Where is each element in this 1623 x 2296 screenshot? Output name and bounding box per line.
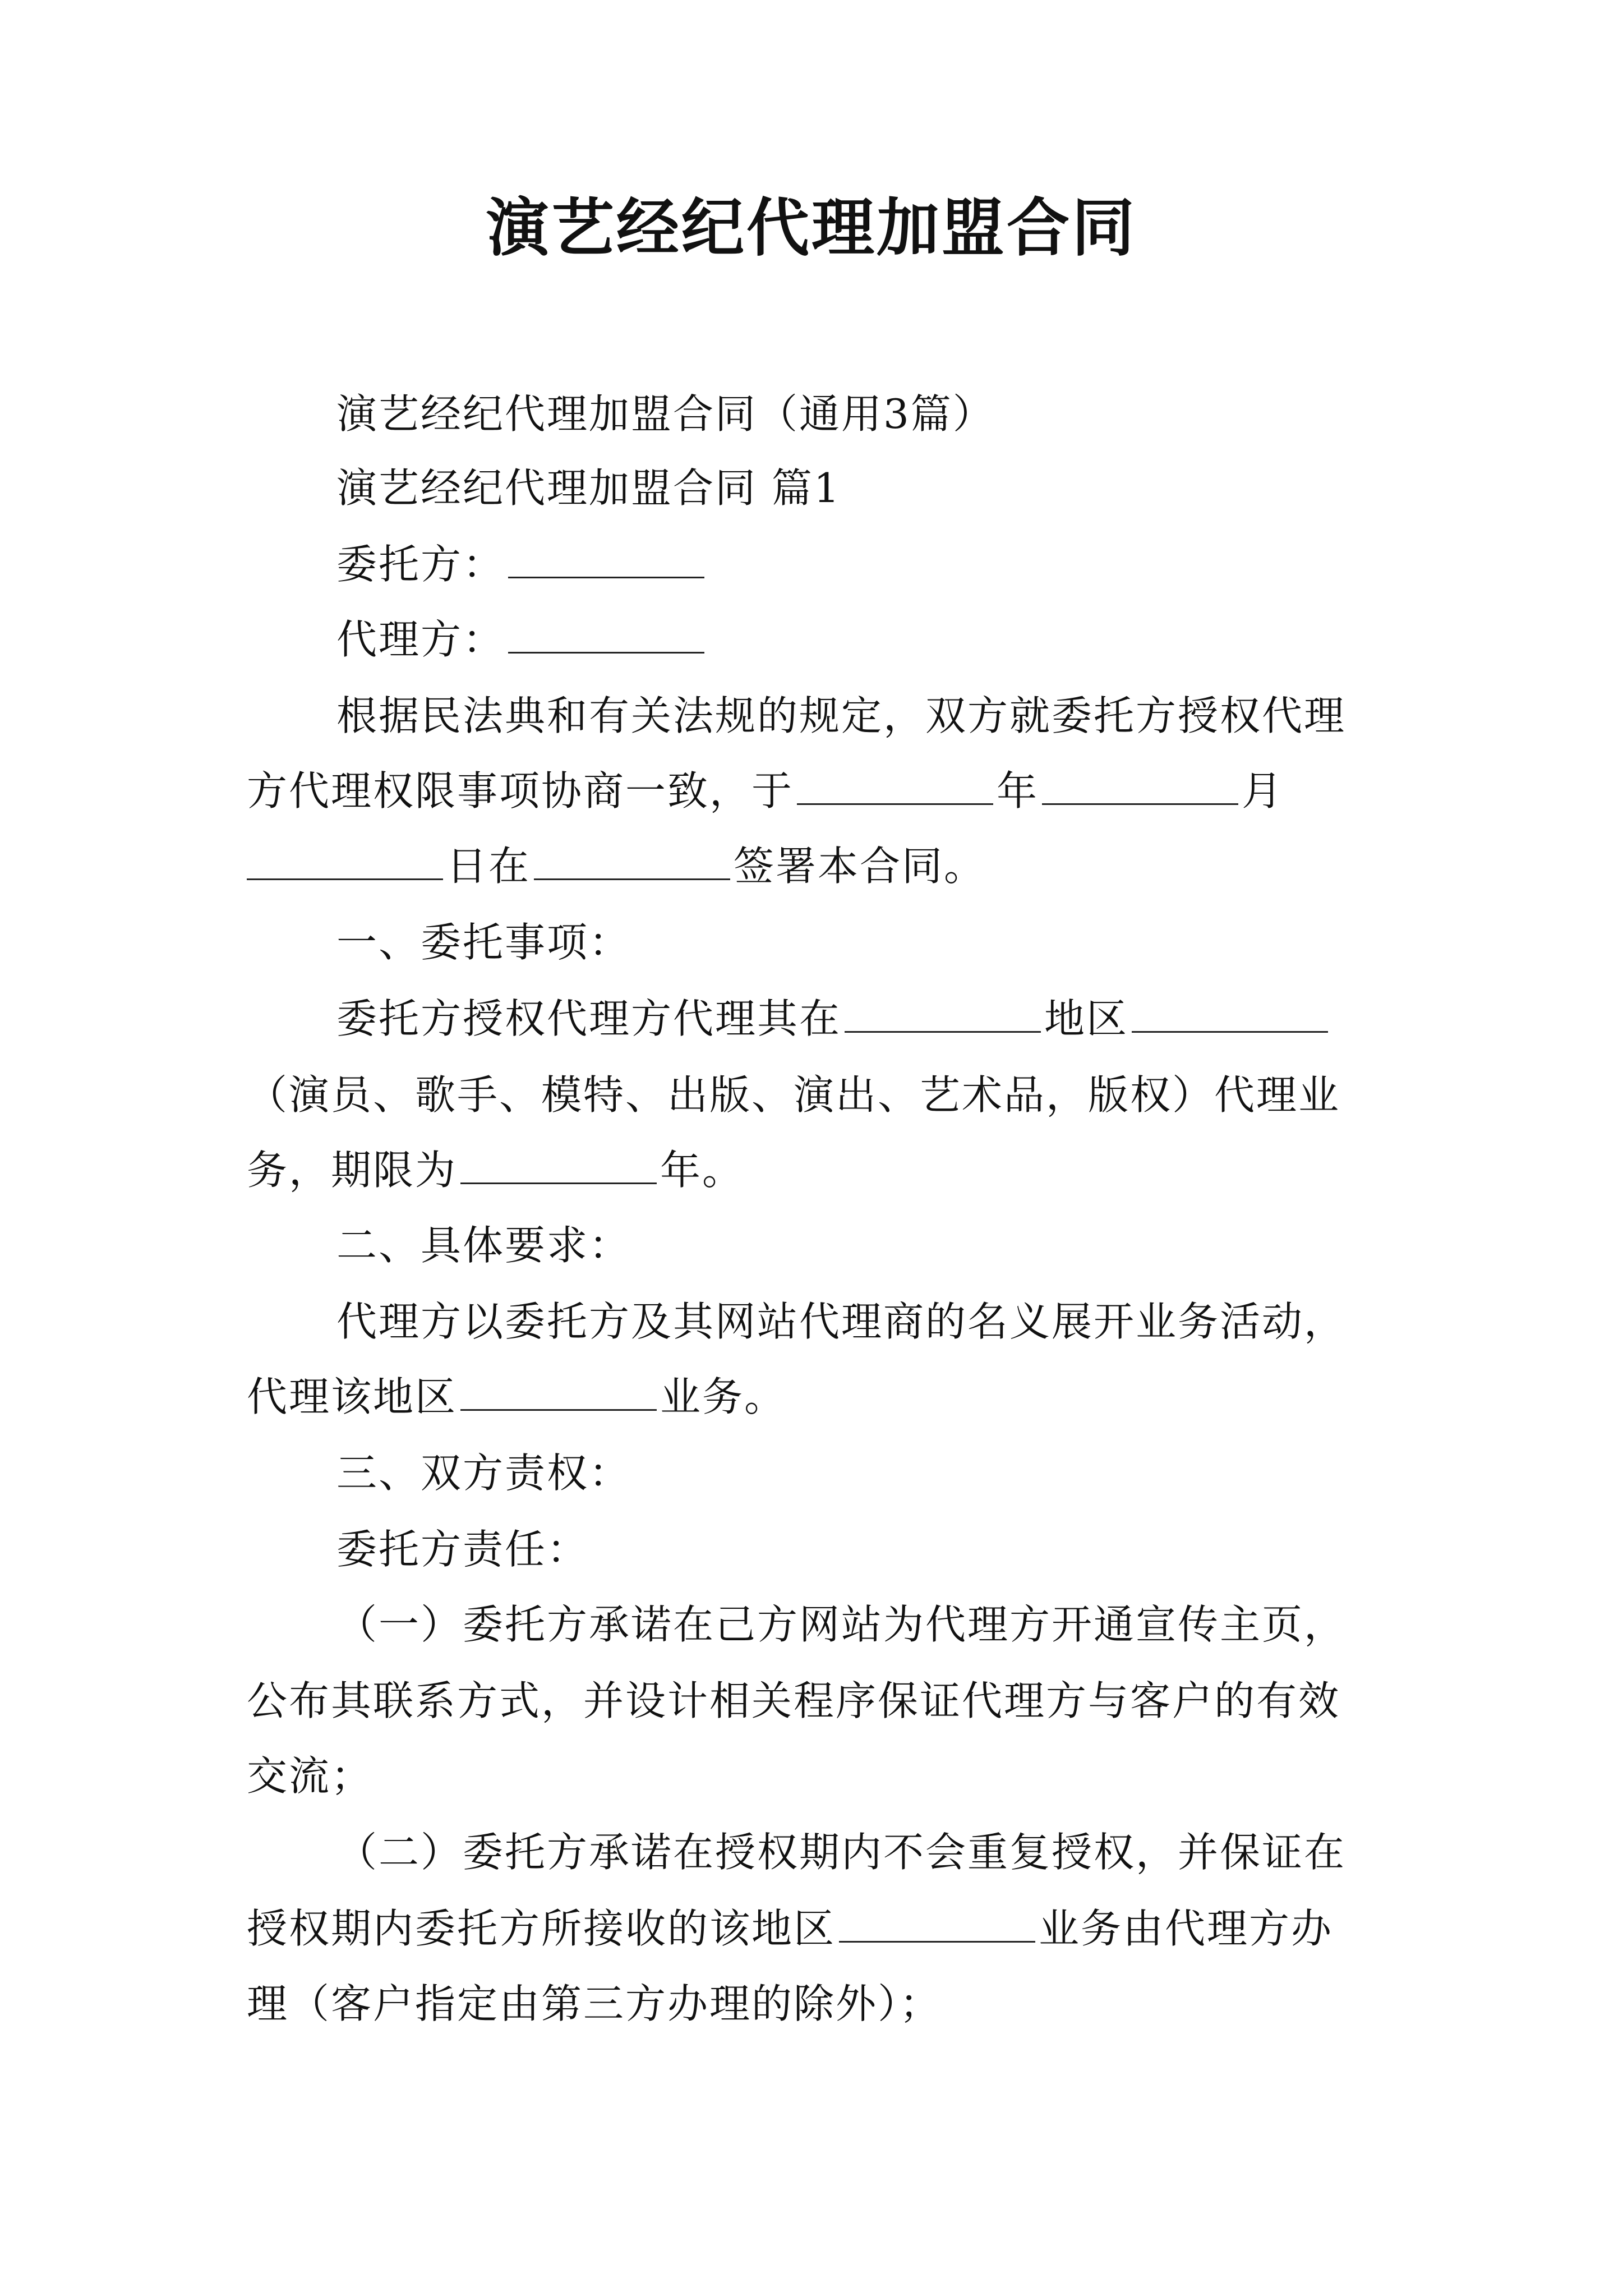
party-b-label: 代理方： xyxy=(336,616,505,663)
item-2-line-1: （二）委托方承诺在授权期内不会重复授权，并保证在 xyxy=(336,1829,1347,1876)
party-b-blank xyxy=(508,618,704,654)
business-blank xyxy=(1132,997,1328,1033)
year-label: 年 xyxy=(997,767,1039,815)
item-2-blank xyxy=(839,1907,1035,1943)
document-subtitle: 演艺经纪代理加盟合同（通用3篇） xyxy=(336,390,995,438)
section-3-subheading: 委托方责任： xyxy=(336,1526,589,1573)
term-blank xyxy=(460,1149,657,1184)
day-label: 日在 xyxy=(446,843,531,890)
section-2-suffix: 业务。 xyxy=(660,1373,787,1420)
item-2-text: 授权期内委托方所接收的该地区 xyxy=(247,1905,836,1952)
year-blank xyxy=(797,770,993,805)
month-label: 月 xyxy=(1242,767,1284,815)
item-1-line-2: 公布其联系方式，并设计相关程序保证代理方与客户的有效 xyxy=(247,1677,1341,1724)
place-blank xyxy=(534,845,730,880)
section-2-line-2 xyxy=(247,1370,1380,1424)
term-text: 务，期限为 xyxy=(247,1147,458,1194)
intro-line-1: 根据民法典和有关法规的规定，双方就委托方授权代理 xyxy=(336,692,1347,739)
section-1-line-1 xyxy=(336,992,1380,1046)
section-1-line-2: （演员、歌手、模特、出版、演出、艺术品，版权）代理业 xyxy=(247,1071,1341,1119)
intro-text: 方代理权限事项协商一致，于 xyxy=(247,767,794,815)
section-3-heading: 三、双方责权： xyxy=(336,1450,631,1497)
section-1-text: 委托方授权代理方代理其在 xyxy=(336,995,842,1042)
section-2-blank xyxy=(460,1375,657,1411)
sign-text: 签署本合同。 xyxy=(734,843,986,890)
party-a-row xyxy=(336,537,1380,591)
section-2-heading: 二、具体要求： xyxy=(336,1222,631,1269)
item-2-line-2 xyxy=(247,1902,1380,1955)
intro-line-2 xyxy=(247,764,1380,818)
term-unit: 年。 xyxy=(660,1147,745,1194)
day-blank xyxy=(247,845,443,880)
section-2-text: 代理该地区 xyxy=(247,1373,458,1420)
month-blank xyxy=(1042,770,1238,805)
region-blank xyxy=(845,997,1041,1033)
document-title: 演艺经纪代理加盟合同 xyxy=(486,191,1137,265)
item-2-line-3: 理（客户指定由第三方办理的除外）； xyxy=(247,1980,942,2027)
item-1-line-3: 交流； xyxy=(247,1752,374,1800)
item-1-line-1: （一）委托方承诺在己方网站为代理方开通宣传主页， xyxy=(336,1601,1347,1648)
section-1-line-3 xyxy=(247,1143,1380,1197)
region-label: 地区 xyxy=(1044,995,1129,1042)
party-a-label: 委托方： xyxy=(336,541,505,588)
party-a-blank xyxy=(508,543,704,578)
part-heading: 演艺经纪代理加盟合同 篇1 xyxy=(336,464,841,512)
section-1-heading: 一、委托事项： xyxy=(336,919,631,966)
party-b-row xyxy=(336,613,1380,666)
intro-line-3 xyxy=(247,839,1380,893)
item-2-suffix: 业务由代理方办 xyxy=(1039,1905,1334,1952)
section-2-line-1: 代理方以委托方及其网站代理商的名义展开业务活动， xyxy=(336,1298,1347,1345)
